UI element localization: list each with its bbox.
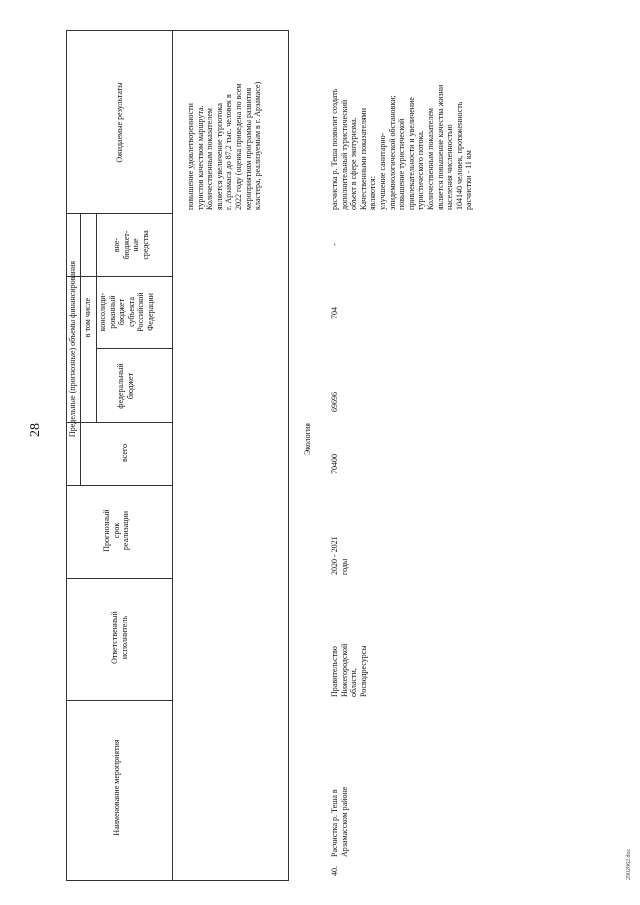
prev-row-results: повышение удовлетворенности туристов качеством маршрута. Количественным показателем является увеличение турпотока г. Арзамаса до 87,2 тыс. человек в 2022 году (оценка приведена по всем мероприятиям программы развития кластера, реализуемым в г. Арзамасе) <box>186 81 263 210</box>
header-results: Ожидаемые результаты <box>115 82 124 163</box>
row-federal: 69696 <box>330 392 339 412</box>
footer-code: 2902862.doc <box>626 848 632 880</box>
row-name: Расчистка р. Теша в Арзамасском районе <box>330 786 349 857</box>
row-results: расчистка р. Теша позволит создать дополнительный туристический объект в сфере экотуризма. Качественными показателями являются: улучшение санитарно- эпидемиологической обстановки; повышение туристической привлекательности и увеличение туристического потока. Количественным показателем является повышение качества жизни населения численностью 104140 человек, протяженность расчистки - 11 км <box>330 84 474 210</box>
header-total: всего <box>120 444 129 463</box>
row-total: 70400 <box>330 454 339 474</box>
header-funding: Предельные (прогнозные) объемы финансирования <box>68 260 77 438</box>
section-label: Экология <box>303 423 312 455</box>
row-term: 2020 - 2021 годы <box>330 536 349 575</box>
header-including: в том числе <box>83 297 92 338</box>
header-extra: вне- бюджет- ные средства <box>112 230 150 260</box>
header-federal: федеральный бюджет <box>116 363 135 409</box>
row-regional: 704 <box>330 307 339 319</box>
page-number: 28 <box>28 423 43 437</box>
row-executor: Правительство Нижегородской области, Росводресурсы <box>330 643 368 697</box>
header-executor: Ответственный исполнитель <box>110 611 129 664</box>
header-name: Наименование мероприятия <box>112 739 121 836</box>
header-regional: консолиди- рованный бюджет субъекта Российской Федерации <box>98 292 155 332</box>
header-term: Прогнозный срок реализации <box>102 509 131 552</box>
row-number: 40. <box>330 866 339 876</box>
row-extra: - <box>330 243 339 246</box>
